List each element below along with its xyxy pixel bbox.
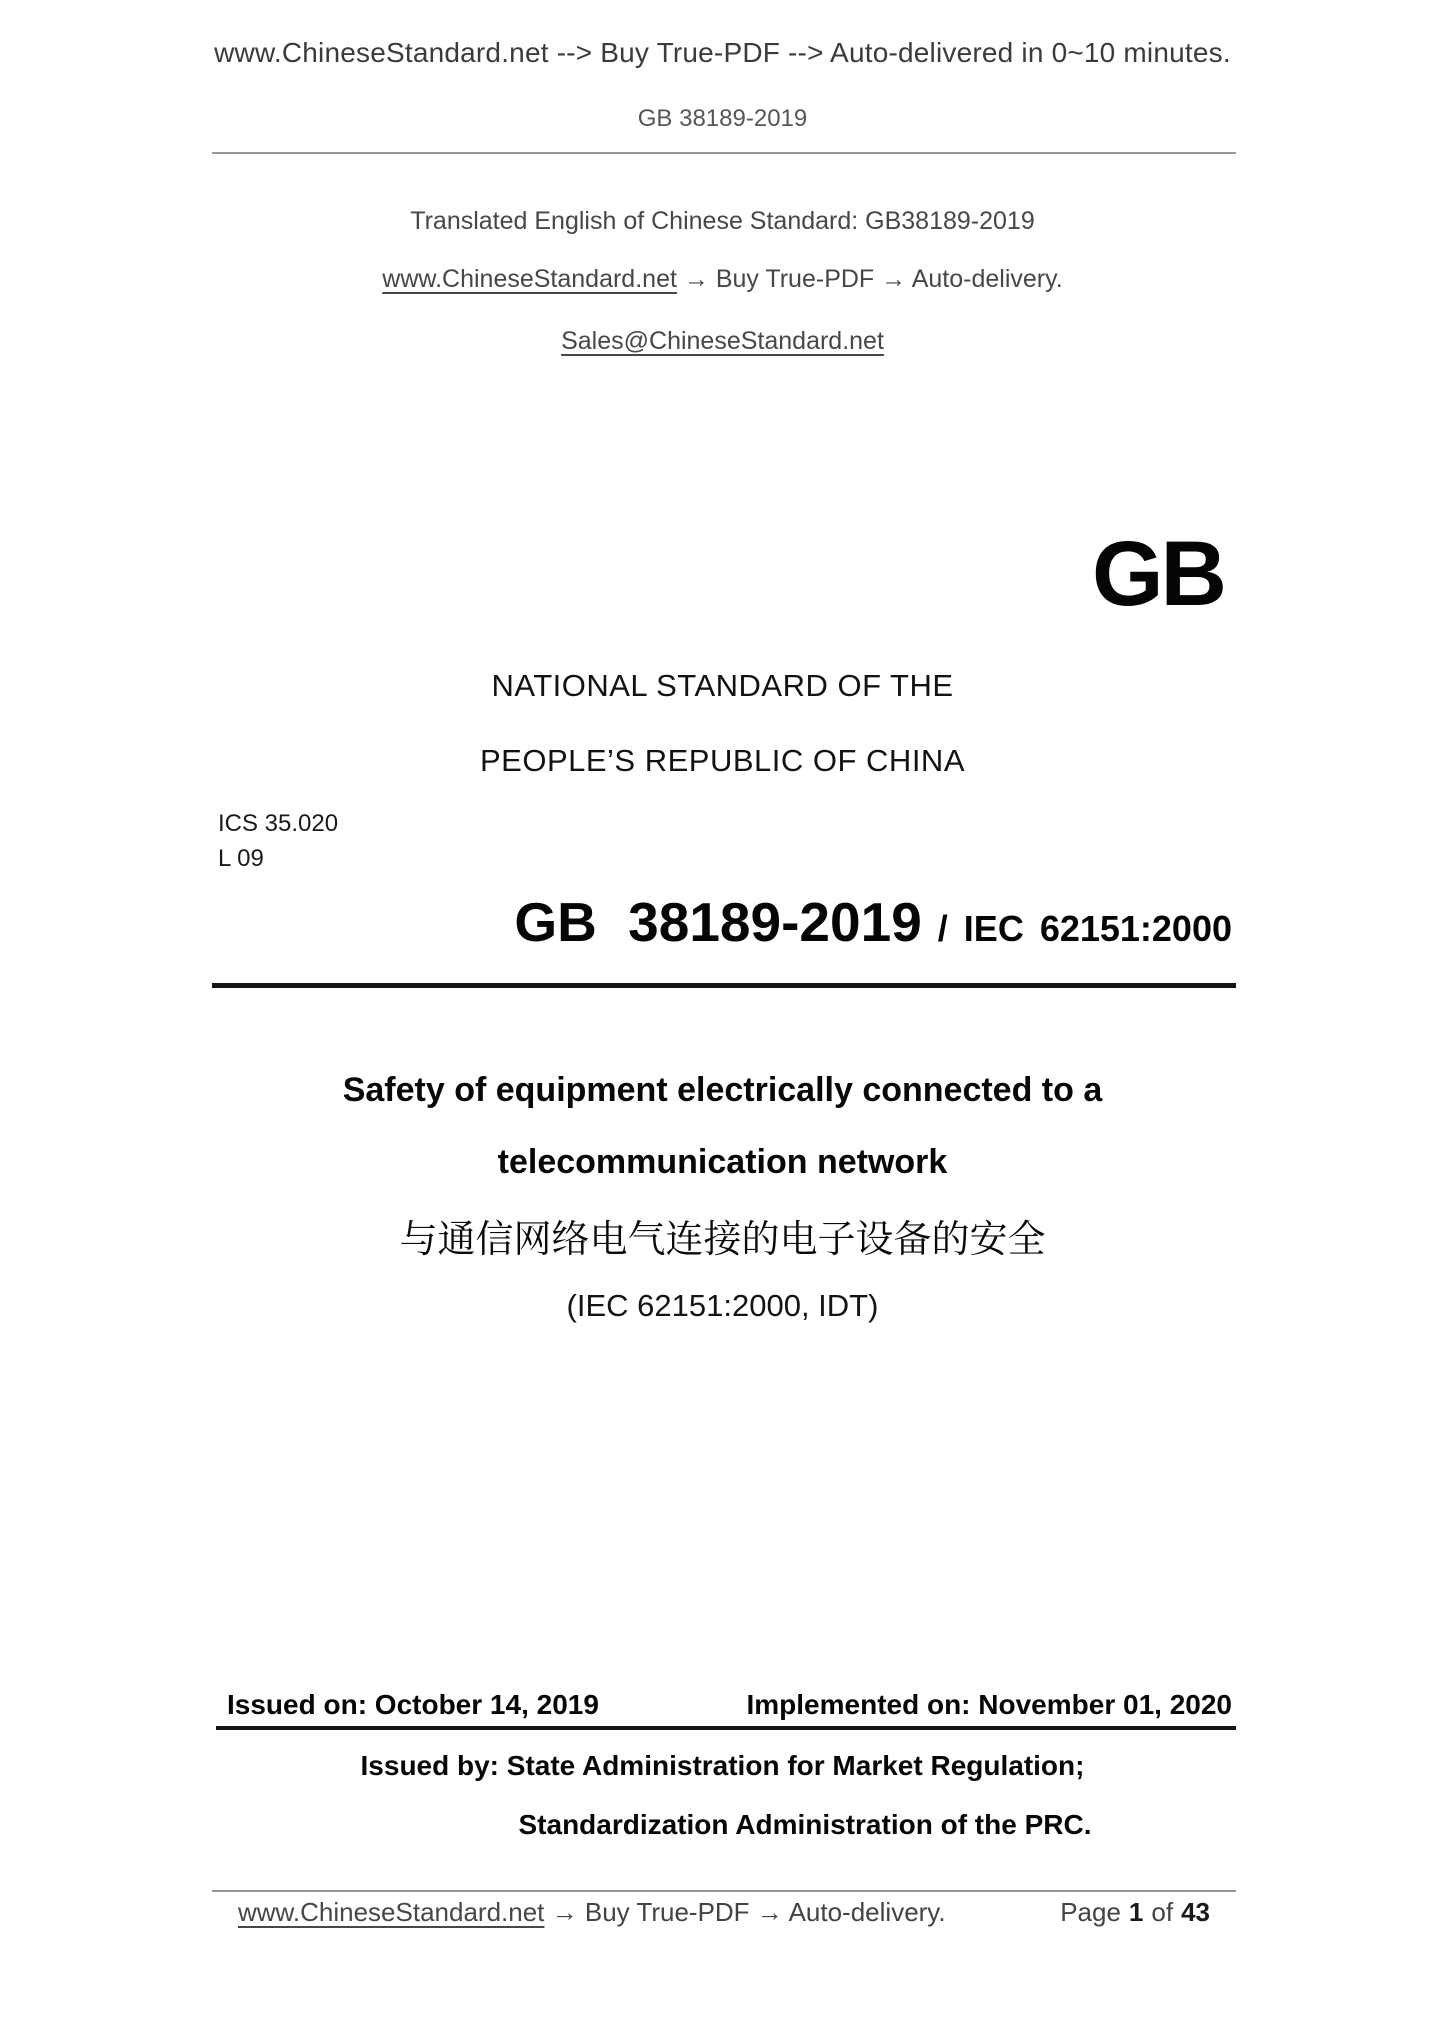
ics-code: ICS 35.020: [218, 810, 339, 837]
footer-divider: [212, 1890, 1236, 1892]
footer: [238, 1898, 1210, 1927]
buy-line: [0, 265, 1445, 293]
header-doc-code: GB 38189-2019: [637, 105, 808, 132]
page-total: 43: [1181, 1897, 1210, 1927]
page-label: Page: [1060, 1897, 1121, 1927]
standard-number: GB 38189-2019: [514, 891, 922, 953]
footer-link[interactable]: www.ChineseStandard.net: [238, 1897, 545, 1927]
page-current: 1: [1128, 1897, 1144, 1927]
standard-number-suffix: / IEC 62151:2000: [937, 908, 1232, 949]
buy-line-rest: → Buy True-PDF → Auto-delivery.: [676, 265, 1063, 293]
footer-rest: → Buy True-PDF → Auto-delivery.: [544, 1897, 946, 1927]
of-label: of: [1151, 1897, 1174, 1927]
chinesestandard-link[interactable]: www.ChineseStandard.net: [382, 265, 677, 293]
issuance-divider: [216, 1726, 1236, 1730]
idt-note: (IEC 62151:2000, IDT): [566, 1288, 879, 1323]
sales-line: [0, 327, 1445, 355]
national-standard-line2: PEOPLE’S REPUBLIC OF CHINA: [479, 743, 965, 778]
implemented-on: Implemented on: November 01, 2020: [746, 1689, 1232, 1720]
sales-email-link[interactable]: Sales@ChineseStandard.net: [561, 327, 884, 355]
gb-logo: GB: [1092, 523, 1224, 625]
class-code: L 09: [218, 845, 264, 872]
standard-number-row: [212, 890, 1232, 954]
issued-by-line2: Standardization Administration of the PRC.: [518, 1809, 1092, 1840]
national-standard-line1: NATIONAL STANDARD OF THE: [491, 668, 954, 703]
number-divider: [212, 983, 1236, 988]
header-tagline: www.ChineseStandard.net --> Buy True-PDF --> Auto-delivered in 0~10 minutes.: [214, 37, 1231, 68]
title-en-line1: Safety of equipment electrically connected to a: [342, 1071, 1103, 1109]
issuance-row: [227, 1689, 1232, 1720]
header-divider: [212, 152, 1236, 154]
issued-by: Issued by: State Administration for Market Regulation;: [360, 1750, 1085, 1781]
translated-line: Translated English of Chinese Standard: GB38189-2019: [410, 207, 1035, 235]
title-cn: 与通信网络电气连接的电子设备的安全: [399, 1219, 1046, 1261]
page-indicator: [1060, 1898, 1210, 1927]
title-en-line2: telecommunication network: [497, 1143, 948, 1181]
footer-left: [238, 1898, 946, 1927]
issued-on: Issued on: October 14, 2019: [227, 1689, 599, 1720]
